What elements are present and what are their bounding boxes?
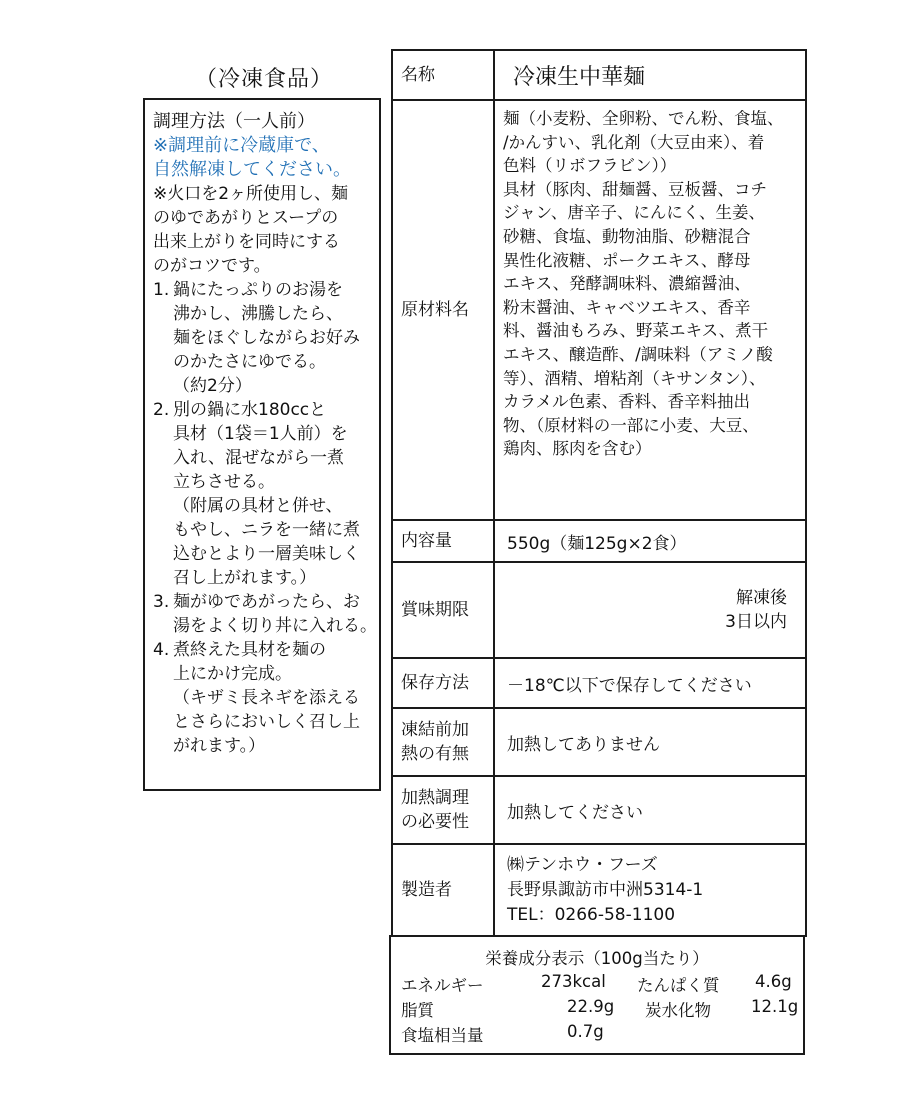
ingredient-line: 具材（豚肉、甜麺醤、豆板醤、コチ (503, 179, 767, 199)
row-cooking (392, 776, 806, 844)
nutrition-title: 栄養成分表示（100g当たり） (485, 949, 709, 968)
tip-line: のゆであがりとスープの (153, 208, 339, 228)
step-line: のかたさにゆでる。 (173, 352, 326, 372)
step-line: 鍋にたっぷりのお湯を (173, 280, 343, 300)
step-line: 湯をよく切り丼に入れる。 (173, 616, 377, 636)
preheat-label-line: 熱の有無 (401, 744, 469, 764)
maker-line: ㈱テンホウ・フーズ (507, 854, 658, 875)
ingredient-line: 粉末醤油、キャベツエキス、香辛 (503, 297, 751, 317)
preheat-value: 加熱してありません (494, 708, 806, 776)
method-step-2 (153, 398, 373, 590)
step-line: がれます。） (173, 736, 266, 756)
salt-label: 食塩相当量 (401, 1026, 484, 1045)
row-preheat (392, 708, 806, 776)
content-label: 内容量 (392, 520, 494, 562)
step-line: 煮終えた具材を麺の (173, 640, 326, 660)
expiry-value (494, 562, 806, 658)
ingredient-line: ジャン、唐辛子、にんにく、生姜、 (503, 203, 766, 223)
ingredient-line: 鶏肉、豚肉を含む） (503, 439, 652, 459)
product-spec-table (391, 49, 807, 937)
cooking-label-line: の必要性 (401, 812, 469, 832)
preheat-label-line: 凍結前加 (401, 720, 469, 740)
salt-value: 0.7g (567, 1022, 604, 1041)
step-line: 沸かし、沸騰したら、 (173, 304, 343, 324)
tip-line: ※火口を2ヶ所使用し、麺 (153, 184, 349, 204)
row-storage (392, 658, 806, 708)
burner-tip (153, 182, 373, 278)
nutrition-row (401, 972, 793, 997)
step-line: 麺がゆであがったら、お (173, 592, 360, 612)
step-line: 具材（1袋＝1人前）を (173, 424, 348, 444)
step-number: 3. (153, 592, 170, 612)
protein-value: 4.6g (755, 972, 792, 991)
method-step-4 (153, 638, 373, 758)
tip-line: 出来上がりを同時にする (153, 232, 340, 252)
preheat-label (392, 708, 494, 776)
ingredient-line: /かんすい、乳化剤（大豆由来）、着 (503, 132, 765, 152)
fat-label: 脂質 (401, 1001, 434, 1020)
cooking-label (392, 776, 494, 844)
step-line: （キザミ長ネギを添える (173, 688, 360, 708)
ingredient-line: エキス、発酵調味料、濃縮醤油、 (503, 274, 751, 294)
cooking-label-line: 加熱調理 (401, 788, 469, 808)
step-line: 上にかけ完成。 (173, 664, 292, 684)
ingredient-line: 色料（リボフラビン）） (503, 156, 677, 176)
maker-label: 製造者 (392, 844, 494, 936)
step-line: 召し上がれます。） (173, 568, 317, 588)
name-label: 名称 (392, 50, 494, 100)
row-ingredients (392, 100, 806, 520)
step-line: 麺をほぐしながらお好み (173, 328, 360, 348)
ingredients-label: 原材料名 (392, 100, 494, 520)
step-line: とさらにおいしく召し上 (173, 712, 360, 732)
cooking-method-box (143, 98, 381, 791)
protein-label: たんぱく質 (637, 976, 720, 995)
step-number: 2. (153, 400, 170, 420)
step-line: 込むとより一層美味しく (173, 544, 360, 564)
nutrition-row (401, 997, 799, 1022)
method-step-1 (153, 278, 373, 398)
expiry-label: 賞味期限 (392, 562, 494, 658)
ingredient-line: 麺（小麦粉、全卵粉、でん粉、食塩、 (503, 109, 784, 128)
step-line: （約2分） (173, 376, 252, 396)
step-line: （附属の具材と併せ、 (173, 496, 343, 516)
carb-label: 炭水化物 (645, 1001, 711, 1020)
thaw-notice (153, 134, 373, 182)
expiry-line: 3日以内 (725, 612, 787, 632)
method-title: 調理方法（一人前） (153, 111, 315, 132)
cooking-value: 加熱してください (494, 776, 806, 844)
carb-value: 12.1g (751, 997, 799, 1016)
row-maker (392, 844, 806, 936)
nutrition-row (401, 1022, 793, 1047)
content-value: 550g（麺125g×2食） (494, 520, 806, 562)
tip-line: のがコツです。 (153, 256, 271, 276)
step-line: 立ちさせる。 (173, 472, 275, 492)
row-expiry (392, 562, 806, 658)
ingredients-value (494, 100, 806, 520)
ingredient-line: 等）、酒精、増粘剤（キサンタン）、 (503, 368, 766, 388)
thaw-notice-line: 自然解凍してください。 (153, 159, 351, 180)
ingredient-line: エキス、醸造酢、/調味料（アミノ酸 (503, 344, 773, 364)
step-number: 4. (153, 640, 170, 660)
energy-value: 273kcal (541, 972, 606, 991)
ingredient-line: 砂糖、食塩、動物油脂、砂糖混合 (503, 226, 751, 246)
fat-value: 22.9g (567, 997, 615, 1016)
row-content (392, 520, 806, 562)
energy-label: エネルギー (401, 976, 484, 995)
ingredient-line: 料、醤油もろみ、野菜エキス、煮干 (503, 321, 769, 341)
storage-value: －18℃以下で保存してください (494, 658, 806, 708)
ingredient-line: カラメル色素、香料、香辛料抽出 (503, 392, 751, 412)
method-step-3 (153, 590, 377, 638)
step-line: 別の鍋に水180ccと (173, 400, 327, 420)
row-name (392, 50, 806, 100)
maker-line: 長野県諏訪市中洲5314-1 (507, 879, 704, 900)
thaw-notice-line: ※調理前に冷蔵庫で、 (153, 135, 330, 156)
expiry-line: 解凍後 (736, 588, 787, 608)
step-line: 入れ、混ぜながら一煮 (173, 448, 345, 468)
step-line: もやし、ニラを一緒に煮 (173, 520, 360, 540)
nutrition-facts-box (389, 935, 805, 1055)
step-number: 1. (153, 280, 170, 300)
maker-line: TEL：0266-58-1100 (507, 904, 676, 925)
ingredient-line: 異性化液糖、ポークエキス、酵母 (503, 250, 751, 270)
ingredient-line: 物、（原材料の一部に小麦、大豆、 (503, 415, 759, 435)
storage-label: 保存方法 (392, 658, 494, 708)
product-name: 冷凍生中華麺 (494, 50, 806, 100)
frozen-food-heading: （冷凍食品） (194, 67, 333, 92)
maker-value (494, 844, 806, 936)
